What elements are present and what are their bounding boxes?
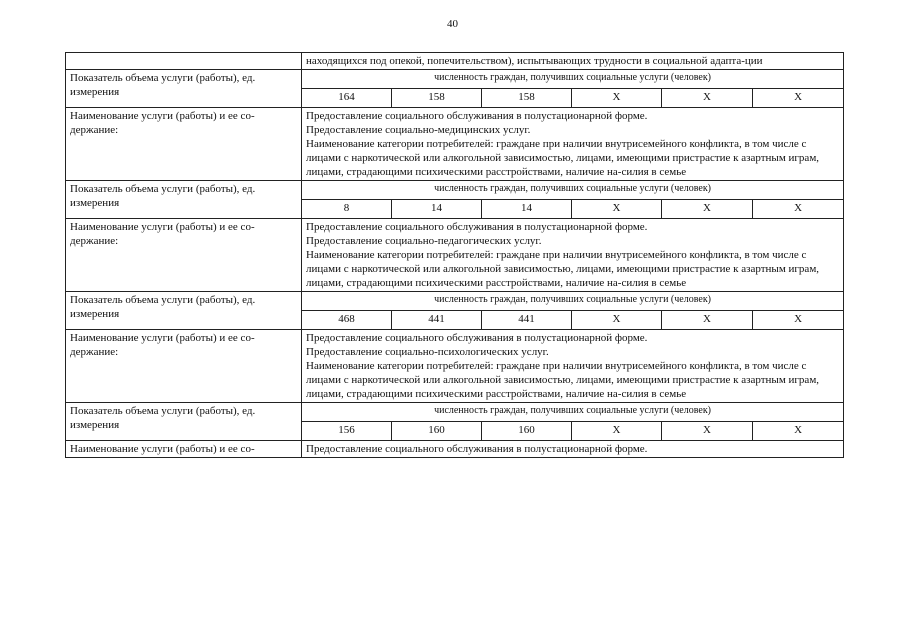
value-cell: 14 bbox=[482, 200, 572, 219]
unit-of-measure: численность граждан, получивших социальные услуги (человек) bbox=[302, 292, 844, 311]
unit-of-measure: численность граждан, получивших социальные услуги (человек) bbox=[302, 181, 844, 200]
service-description-row bbox=[66, 219, 844, 292]
value-cell: X bbox=[753, 422, 844, 441]
service-description-row bbox=[66, 330, 844, 403]
indicator-header-row bbox=[66, 181, 844, 200]
value-cell: 14 bbox=[392, 200, 482, 219]
description-line: Предоставление социально-психологических услуг. bbox=[306, 346, 549, 358]
description-line: Наименование категории потребителей: граждане при наличии внутрисемейного конфликта, в том числе с лицами с наркотической или алкогольной зависимостью, лицами, имеющими пристрастие к азартным играм, лицами, страдающими психическими расстройствами, наличие на-силия в семье bbox=[306, 249, 820, 289]
description-line: Предоставление социального обслуживания в полустационарной форме. bbox=[306, 110, 648, 122]
row-label: Показатель объема услуги (работы), ед. измерения bbox=[66, 403, 302, 441]
indicator-header-row bbox=[66, 70, 844, 89]
service-description-row bbox=[66, 53, 844, 70]
service-description-row bbox=[66, 108, 844, 181]
row-label: Наименование услуги (работы) и ее со-держание: bbox=[66, 219, 302, 292]
service-description bbox=[302, 53, 844, 70]
row-label: Показатель объема услуги (работы), ед. измерения bbox=[66, 181, 302, 219]
row-label: Показатель объема услуги (работы), ед. измерения bbox=[66, 70, 302, 108]
value-cell: X bbox=[662, 422, 753, 441]
value-cell: X bbox=[753, 89, 844, 108]
value-cell: 164 bbox=[302, 89, 392, 108]
indicator-header-row bbox=[66, 403, 844, 422]
service-description bbox=[302, 219, 844, 292]
value-cell: X bbox=[572, 200, 662, 219]
value-cell: X bbox=[572, 89, 662, 108]
value-cell: X bbox=[572, 311, 662, 330]
unit-of-measure: численность граждан, получивших социальные услуги (человек) bbox=[302, 70, 844, 89]
service-description-row bbox=[66, 441, 844, 458]
unit-of-measure: численность граждан, получивших социальные услуги (человек) bbox=[302, 403, 844, 422]
value-cell: 441 bbox=[482, 311, 572, 330]
value-cell: 468 bbox=[302, 311, 392, 330]
description-line: находящихся под опекой, попечительством), испытывающих трудности в социальной адапта-ции bbox=[306, 55, 763, 67]
value-cell: 158 bbox=[482, 89, 572, 108]
value-cell: 160 bbox=[392, 422, 482, 441]
description-line: Предоставление социального обслуживания в полустационарной форме. bbox=[306, 443, 648, 455]
service-table bbox=[65, 52, 844, 458]
value-cell: X bbox=[572, 422, 662, 441]
value-cell: X bbox=[753, 200, 844, 219]
row-label: Наименование услуги (работы) и ее со- bbox=[66, 441, 302, 458]
value-cell: X bbox=[753, 311, 844, 330]
page-number: 40 bbox=[447, 18, 458, 30]
indicator-header-row bbox=[66, 292, 844, 311]
value-cell: 156 bbox=[302, 422, 392, 441]
table-body bbox=[66, 53, 844, 458]
description-line: Предоставление социального обслуживания в полустационарной форме. bbox=[306, 221, 648, 233]
row-label: Показатель объема услуги (работы), ед. измерения bbox=[66, 292, 302, 330]
service-description bbox=[302, 108, 844, 181]
description-line: Наименование категории потребителей: граждане при наличии внутрисемейного конфликта, в том числе с лицами с наркотической или алкогольной зависимостью, лицами, имеющими пристрастие к азартным играм, лицами, страдающими психическими расстройствами, наличие на-силия в семье bbox=[306, 138, 820, 178]
description-line: Предоставление социально-медицинских услуг. bbox=[306, 124, 531, 136]
service-description bbox=[302, 330, 844, 403]
service-description bbox=[302, 441, 844, 458]
value-cell: X bbox=[662, 89, 753, 108]
value-cell: 160 bbox=[482, 422, 572, 441]
value-cell: 441 bbox=[392, 311, 482, 330]
value-cell: 8 bbox=[302, 200, 392, 219]
row-label bbox=[66, 53, 302, 70]
description-line: Предоставление социального обслуживания в полустационарной форме. bbox=[306, 332, 648, 344]
description-line: Предоставление социально-педагогических услуг. bbox=[306, 235, 542, 247]
row-label: Наименование услуги (работы) и ее со-держание: bbox=[66, 330, 302, 403]
value-cell: X bbox=[662, 311, 753, 330]
row-label: Наименование услуги (работы) и ее со-держание: bbox=[66, 108, 302, 181]
description-line: Наименование категории потребителей: граждане при наличии внутрисемейного конфликта, в том числе с лицами с наркотической или алкогольной зависимостью, лицами, имеющими пристрастие к азартным играм, лицами, страдающими психическими расстройствами, наличие на-силия в семье bbox=[306, 360, 820, 400]
value-cell: 158 bbox=[392, 89, 482, 108]
value-cell: X bbox=[662, 200, 753, 219]
